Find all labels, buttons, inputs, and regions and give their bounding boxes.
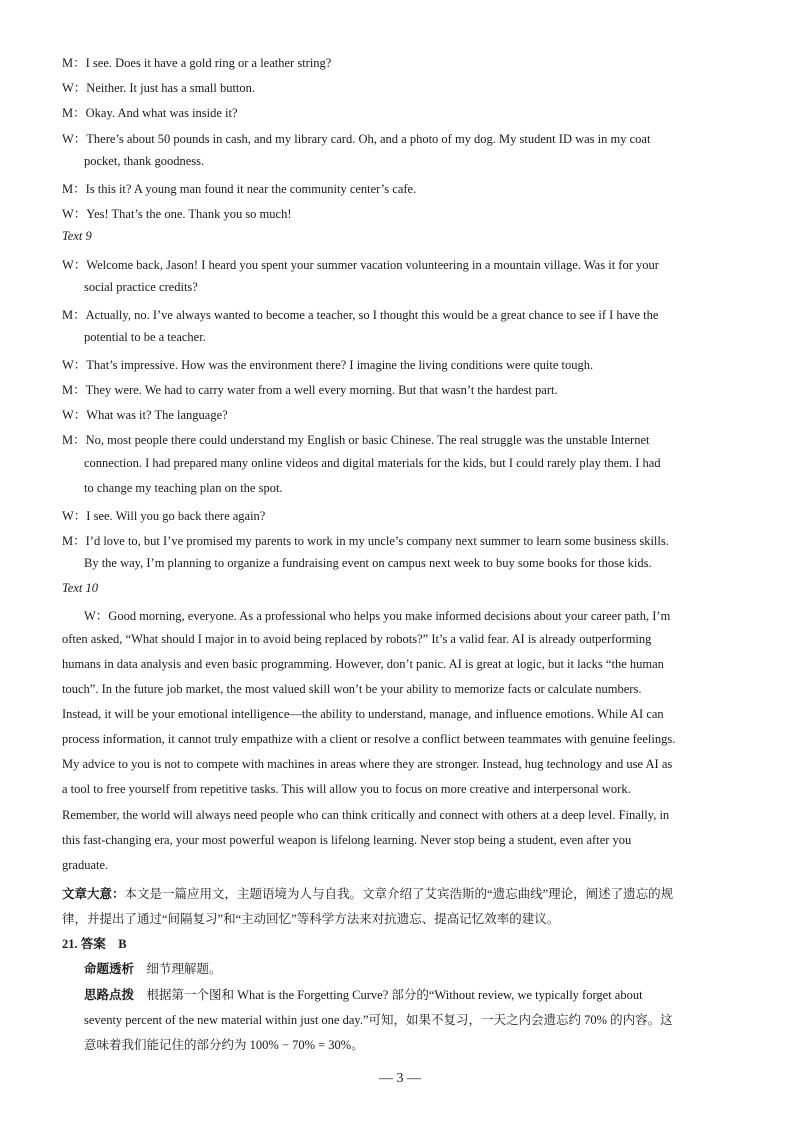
dialogue-line: M：They were. We had to carry water from a well every morning. But that wasn’t the hardest part. xyxy=(62,383,558,397)
hint-text: 根据第一个图和 What is the Forgetting Curve? 部分的“Without review, we typically forget about xyxy=(134,988,643,1002)
dialogue-line: M：Okay. And what was inside it? xyxy=(62,106,238,120)
answer-header: 21. 答案 B xyxy=(62,937,127,951)
dialogue-line: M：No, most people there could understand my English or basic Chinese. The real struggle was the unstable Internet xyxy=(62,433,650,447)
paragraph-line: Remember, the world will always need people who can think critically and connect with others at a deep level. Finally, in xyxy=(62,808,670,822)
paragraph-line: a tool to free yourself from repetitive tasks. This will allow you to focus on more creative and interpersonal work. xyxy=(62,782,631,796)
dialogue-line: W：Neither. It just has a small button. xyxy=(62,81,256,95)
dialogue-line: W：That’s impressive. How was the environment there? I imagine the living conditions were quite tough. xyxy=(62,358,594,372)
hint-label: 思路点拨 xyxy=(84,988,135,1002)
analysis-label: 命题透析 xyxy=(84,962,135,976)
summary-line-1 xyxy=(62,884,673,902)
dialogue-line: W：I see. Will you go back there again? xyxy=(62,509,266,523)
dialogue-line: M：Is this it? A young man found it near the community center’s cafe. xyxy=(62,182,417,196)
page-number: — 3 — xyxy=(379,1071,421,1086)
dialogue-line: W：Yes! That’s the one. Thank you so much! xyxy=(62,207,292,221)
dialogue-line: potential to be a teacher. xyxy=(84,330,206,344)
paragraph-line: humans in data analysis and even basic programming. However, don’t panic. AI is great at logic, but it lacks “the human xyxy=(62,657,664,671)
dialogue-line: social practice credits? xyxy=(84,280,198,294)
hint-line-2: seventy percent of the new material within just one day.”可知，如果不复习，一天之内会遗忘约 70% 的内容。这 xyxy=(84,1013,673,1027)
dialogue-line: connection. I had prepared many online videos and digital materials for the kids, but I could rarely play them. I had xyxy=(84,456,661,470)
paragraph-line: often asked, “What should I major in to avoid being replaced by robots?” It’s a valid fear. AI is already outperforming xyxy=(62,632,652,646)
dialogue-line: M：I’d love to, but I’ve promised my parents to work in my uncle’s company next summer to learn some business skills. xyxy=(62,534,669,548)
dialogue-line: pocket, thank goodness. xyxy=(84,154,205,168)
paragraph-line: this fast-changing era, your most powerful weapon is lifelong learning. Never stop being a student, even after you xyxy=(62,833,632,847)
paragraph-line: touch”. In the future job market, the most valued skill won’t be your ability to memorize facts or calculate numbers. xyxy=(62,682,642,696)
summary-line-2: 律，并提出了通过“间隔复习”和“主动回忆”等科学方法来对抗遗忘、提高记忆效率的建议。 xyxy=(62,912,560,926)
summary-text: 本文是一篇应用文，主题语境为人与自我。文章介绍了艾宾浩斯的“遗忘曲线”理论，阐述了遗忘的规 xyxy=(124,887,674,901)
dialogue-line: M：Actually, no. I’ve always wanted to become a teacher, so I thought this would be a great chance to see if I have the xyxy=(62,308,659,322)
paragraph-line: Instead, it will be your emotional intelligence—the ability to understand, manage, and influence emotions. While AI can xyxy=(62,707,664,721)
dialogue-line: to change my teaching plan on the spot. xyxy=(84,481,283,495)
text9-label: Text 9 xyxy=(62,229,92,243)
paragraph-line: My advice to you is not to compete with machines in areas where they are stronger. Instead, hug technology and use AI as xyxy=(62,757,673,771)
analysis-text: 细节理解题。 xyxy=(134,962,222,976)
hint-line-3: 意味着我们能记住的部分约为 100% − 70% = 30%。 xyxy=(84,1038,364,1052)
paragraph-line: W：Good morning, everyone. As a professional who helps you make informed decisions about your career path, I’m xyxy=(84,609,671,623)
analysis-line xyxy=(84,959,222,977)
text10-label: Text 10 xyxy=(62,581,98,595)
dialogue-line: By the way, I’m planning to organize a fundraising event on campus next week to buy some books for those kids. xyxy=(84,556,652,570)
dialogue-line: W：Welcome back, Jason! I heard you spent your summer vacation volunteering in a mountain village. Was it for your xyxy=(62,258,659,272)
dialogue-line: M：I see. Does it have a gold ring or a leather string? xyxy=(62,56,332,70)
hint-line-1 xyxy=(84,985,643,1003)
dialogue-line: W：What was it? The language? xyxy=(62,408,228,422)
paragraph-line: process information, it cannot truly empathize with a client or resolve a conflict between teammates with genuine feelings. xyxy=(62,732,676,746)
summary-label: 文章大意： xyxy=(62,887,125,901)
paragraph-line: graduate. xyxy=(62,858,109,872)
dialogue-line: W：There’s about 50 pounds in cash, and my library card. Oh, and a photo of my dog. My student ID was in my coat xyxy=(62,132,651,146)
